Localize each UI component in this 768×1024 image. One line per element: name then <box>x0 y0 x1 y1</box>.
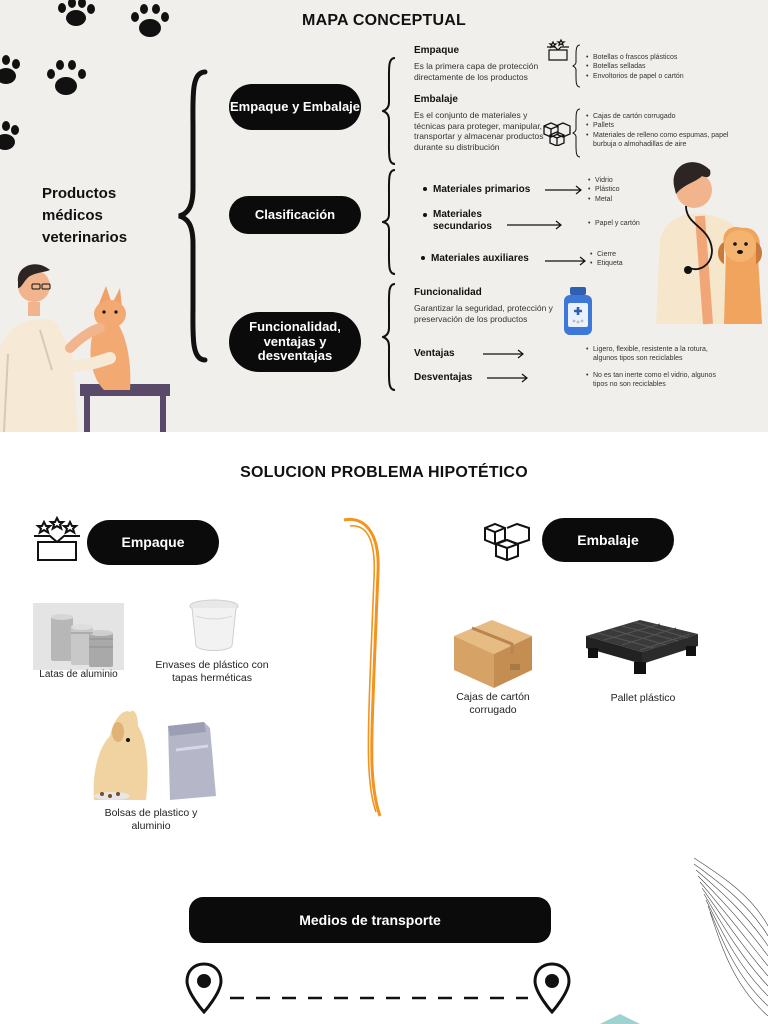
main-brace <box>175 68 211 364</box>
clasif-auxiliares: Materiales auxiliares <box>421 253 529 265</box>
clasif-secundarios-list <box>588 219 640 228</box>
empaque-pill: Empaque <box>87 520 219 565</box>
plastic-pallet-image <box>582 612 702 678</box>
divider-brace <box>340 512 390 822</box>
paw-icon <box>44 58 90 100</box>
list-item: • Botellas o frascos plásticos <box>586 53 736 62</box>
concept-map-title: MAPA CONCEPTUAL <box>302 12 466 29</box>
brace-small <box>572 44 582 88</box>
list-item: • Botellas selladas <box>586 62 736 71</box>
list-item: • Metal <box>588 195 620 204</box>
plastic-container-image <box>186 596 242 652</box>
vet-with-cat-illustration <box>0 258 176 432</box>
route-line <box>226 994 532 1002</box>
branch-clasificacion: Clasificación <box>229 196 361 234</box>
medicine-bottle-icon <box>562 286 594 336</box>
solution-section <box>0 432 768 1024</box>
branch-funcionalidad: Funcionalidad, ventajas y desventajas <box>229 312 361 372</box>
brace-1 <box>382 56 398 166</box>
empaque-title: Empaque <box>414 45 460 56</box>
decorative-shape <box>600 1014 640 1024</box>
list-item: • Envoltorios de papel o cartón <box>586 72 736 81</box>
list-item: • No es tan inerte como el vidrio, algunos tipos no son reciclables <box>586 371 718 390</box>
clasif-primarios: Materiales primarios <box>423 184 530 196</box>
list-item: • Etiqueta <box>590 259 623 268</box>
cardboard-box-image <box>444 606 542 690</box>
clasif-auxiliares-list <box>590 250 623 269</box>
box-stars-icon <box>545 38 571 62</box>
location-pin-icon <box>532 962 572 1014</box>
transport-pill: Medios de transporte <box>189 897 551 943</box>
vet-with-dog-illustration <box>650 156 768 332</box>
arrow-right-icon <box>544 256 588 266</box>
brace-small <box>572 108 582 158</box>
box-stars-icon <box>32 516 82 564</box>
envases-label: Envases de plástico con tapas herméticas <box>155 659 269 685</box>
paw-icon <box>0 118 20 156</box>
location-pin-icon <box>184 962 224 1014</box>
empaque-desc: Es la primera capa de protección directamente de los productos <box>414 61 539 82</box>
brace-3 <box>382 282 398 392</box>
funcionalidad-desc: Garantizar la seguridad, protección y preservación de los productos <box>414 303 553 324</box>
arrow-right-icon <box>486 373 530 383</box>
pet-food-bags-image <box>84 704 224 804</box>
clasif-secundarios: Materiales secundarios <box>423 209 513 233</box>
list-item: • Pallets <box>586 121 732 130</box>
list-item: • Cierre <box>590 250 623 259</box>
list-item: • Vidrio <box>588 176 620 185</box>
concept-map-section <box>0 0 768 432</box>
list-item: • Materiales de relleno como espumas, papel burbuja o almohadillas de aire <box>586 131 732 150</box>
pallet-label: Pallet plástico <box>610 692 676 704</box>
brace-2 <box>382 168 398 276</box>
clasif-primarios-list <box>588 176 620 204</box>
arrow-right-icon <box>544 185 584 195</box>
arrow-right-icon <box>482 349 526 359</box>
list-item: • Cajas de cartón corrugado <box>586 112 732 121</box>
embalaje-pill: Embalaje <box>542 518 674 562</box>
boxes-icon <box>483 516 533 564</box>
latas-label: Latas de aluminio <box>39 669 118 680</box>
bolsas-label: Bolsas de plastico y aluminio <box>104 807 198 833</box>
empaque-list <box>586 53 736 81</box>
boxes-icon <box>542 118 572 146</box>
desventajas-title: Desventajas <box>414 372 473 383</box>
funcionalidad-title: Funcionalidad <box>414 287 482 298</box>
main-topic: Productos médicos veterinarios <box>42 185 128 246</box>
list-item: • Plástico <box>588 185 620 194</box>
list-item: • Ligero, flexible, resistente a la rotura, algunos tipos son reciclables <box>586 345 726 364</box>
solution-title: SOLUCION PROBLEMA HIPOTÉTICO <box>240 464 528 481</box>
ventajas-list <box>586 345 726 364</box>
aluminum-cans-image <box>33 603 124 670</box>
embalaje-desc: Es el conjunto de materiales y técnicas para proteger, manipular, transportar y almacenar productos durante su distribución <box>414 110 544 152</box>
branch-empaque-embalaje: Empaque y Embalaje <box>229 84 361 130</box>
arrow-right-icon <box>506 220 564 230</box>
list-item: • Papel y cartón <box>588 219 640 228</box>
cajas-label: Cajas de cartón corrugado <box>456 691 530 717</box>
embalaje-list <box>586 112 732 150</box>
decorative-lines <box>692 856 768 1024</box>
desventajas-list <box>586 371 718 390</box>
paw-icon <box>0 52 22 90</box>
embalaje-title: Embalaje <box>414 94 458 105</box>
ventajas-title: Ventajas <box>414 348 455 359</box>
